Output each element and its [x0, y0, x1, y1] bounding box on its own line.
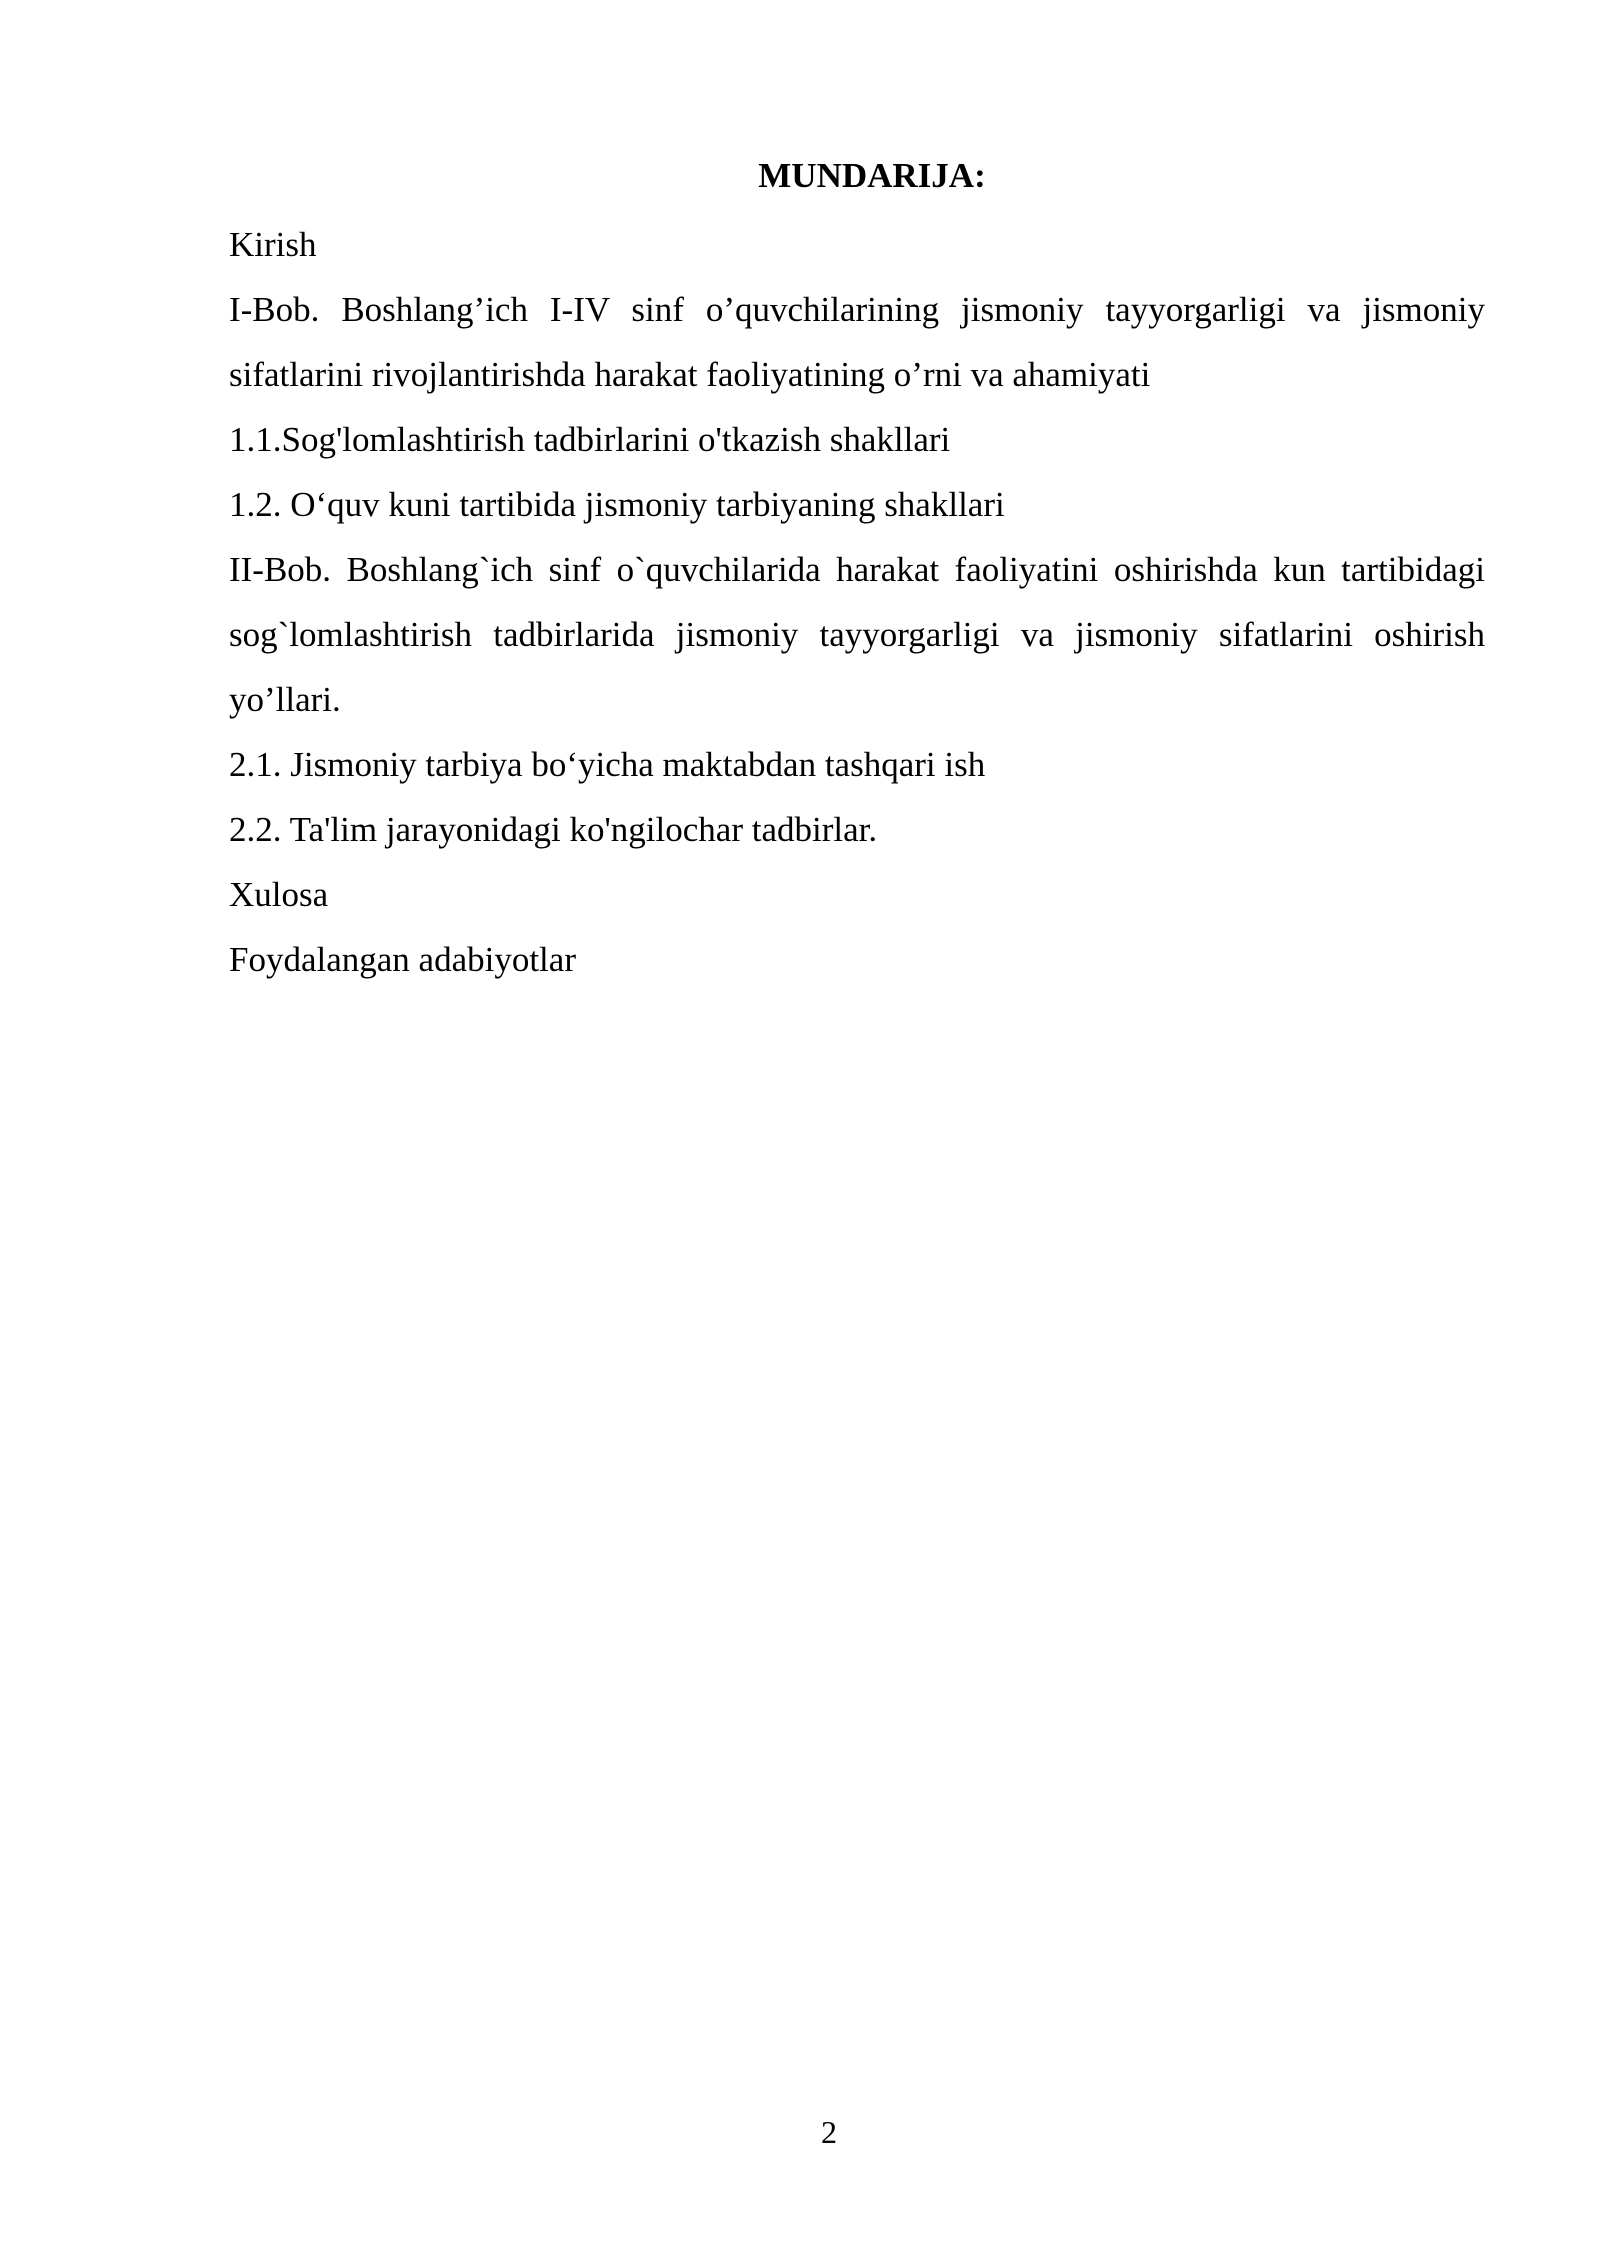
toc-entry-references: Foydalangan adabiyotlar	[229, 940, 576, 979]
toc-entry-chapter-1: I-Bob. Boshlang’ich I-IV sinf o’quvchilarining jismoniy tayyorgarligi va jismoniy sifatlarini rivojlantirishda harakat faoliyatining o’rni va ahamiyati	[229, 290, 1485, 394]
toc-entry-section-2-2: 2.2. Ta'lim jarayonidagi ko'ngilochar tadbirlar.	[229, 810, 878, 849]
table-of-contents	[229, 148, 1485, 992]
toc-entry-introduction: Kirish	[229, 225, 317, 264]
toc-title: MUNDARIJA:	[758, 156, 986, 195]
toc-list	[229, 212, 1485, 992]
toc-entry-section-2-1: 2.1. Jismoniy tarbiya bo‘yicha maktabdan tashqari ish	[229, 745, 986, 784]
toc-entry-conclusion: Xulosa	[229, 875, 329, 914]
page-number: 2	[821, 2114, 837, 2150]
toc-entry-section-1-1: 1.1.Sog'lomlashtirish tadbirlarini o'tkazish shakllari	[229, 420, 951, 459]
toc-entry-chapter-2: II-Bob. Boshlang`ich sinf o`quvchilarida harakat faoliyatini oshirishda kun tartibidagi sog`lomlashtirish tadbirlarida jismoniy tayyorgarligi va jismoniy sifatlarini oshirish yo’llari.	[229, 550, 1485, 719]
toc-entry-section-1-2: 1.2. O‘quv kuni tartibida jismoniy tarbiyaning shakllari	[229, 485, 1005, 524]
